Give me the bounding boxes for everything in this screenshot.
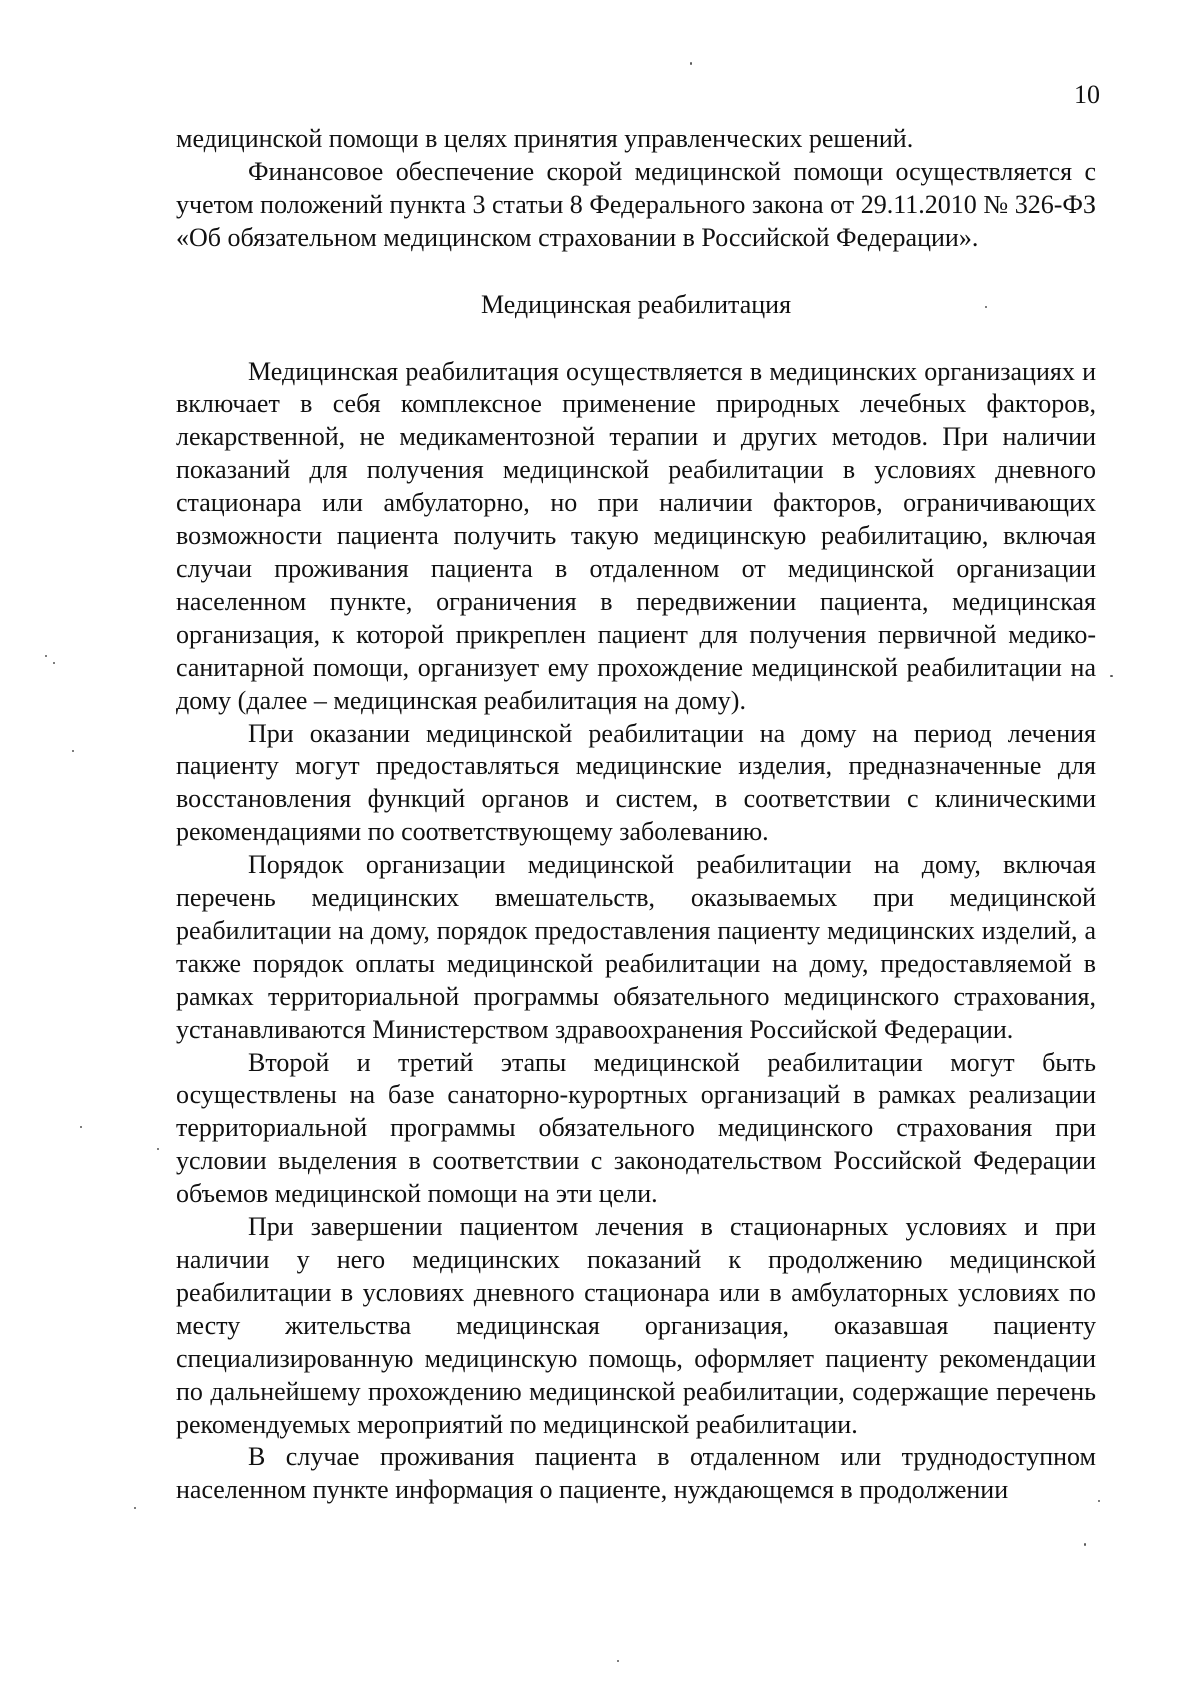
scan-speck: [53, 662, 55, 664]
scan-speck: [134, 1507, 136, 1509]
paragraph-rehab-definition: Медицинская реабилитация осуществляется в медицинских организациях и включает в себя комплексное применение природных лечебных факторов, лекарственной, не медикаментозной терапии и других методов. При наличии показаний для получения медицинской реабилитации в условиях дневного стационара или амбулаторно, но при наличии факторов, ограничивающих возможности пациента получить такую медицинскую реабилитацию, включая случаи проживания пациента в отдаленном от медицинской организации населенном пункте, ограничения в передвижении пациента, медицинская организация, к которой прикреплен пациент для получения первичной медико-санитарной помощи, организует ему прохождение медицинской реабилитации на дому (далее – медицинская реабилитация на дому).: [176, 356, 1096, 715]
paragraph-continuation: медицинской помощи в целях принятия управленческих решений.: [176, 124, 914, 153]
paragraph-rehab-procedure: Порядок организации медицинской реабилитации на дому, включая перечень медицинских вмешательств, оказываемых при медицинской реабилитации на дому, порядок предоставления пациенту медицинских изделий, а также порядок оплаты медицинской реабилитации на дому, предоставляемой в рамках территориальной программы обязательного медицинского страхования, устанавливаются Министерством здравоохранения Российской Федерации.: [176, 850, 1096, 1044]
scan-speck: [985, 306, 987, 308]
scan-speck: [1098, 1500, 1100, 1502]
paragraph-remote-patient: В случае проживания пациента в отдаленном или труднодоступном населенном пункте информация о пациенте, нуждающемся в продолжении: [176, 1442, 1096, 1505]
scan-speck: [45, 655, 47, 657]
page-number: 10: [1074, 80, 1100, 109]
scan-speck: [1084, 1543, 1086, 1546]
scan-speck: [1110, 675, 1113, 677]
paragraph-rehab-stages: Второй и третий этапы медицинской реабилитации могут быть осуществлены на базе санаторно-курортных организаций в рамках реализации территориальной программы обязательного медицинского страхования при условии выделения в соответствии с законодательством Российской Федерации объемов медицинской помощи на эти цели.: [176, 1047, 1096, 1209]
paragraph-rehab-devices: При оказании медицинской реабилитации на дому на период лечения пациенту могут предоставляться медицинские изделия, предназначенные для восстановления функций органов и систем, в соответствии с клиническими рекомендациями по соответствующему заболеванию.: [176, 718, 1096, 847]
document-body: [176, 123, 1096, 1507]
paragraph-ambulance-funding: Финансовое обеспечение скорой медицинской помощи осуществляется с учетом положений пункта 3 статьи 8 Федерального закона от 29.11.2010 № 326-ФЗ «Об обязательном медицинском страховании в Российской Федерации».: [176, 156, 1096, 252]
scan-speck: [72, 750, 74, 752]
scan-speck: [617, 1660, 619, 1662]
scan-speck: [80, 1126, 82, 1128]
scan-speck: [157, 1148, 159, 1150]
paragraph-rehab-discharge: При завершении пациентом лечения в стационарных условиях и при наличии у него медицинских показаний к продолжению медицинской реабилитации в условиях дневного стационара или в амбулаторных условиях по месту жительства медицинская организация, оказавшая пациенту специализированную медицинскую помощь, оформляет пациенту рекомендации по дальнейшему прохождению медицинской реабилитации, содержащие перечень рекомендуемых мероприятий по медицинской реабилитации.: [176, 1212, 1096, 1439]
scan-speck: [690, 62, 692, 65]
section-title: Медицинская реабилитация: [480, 289, 792, 319]
